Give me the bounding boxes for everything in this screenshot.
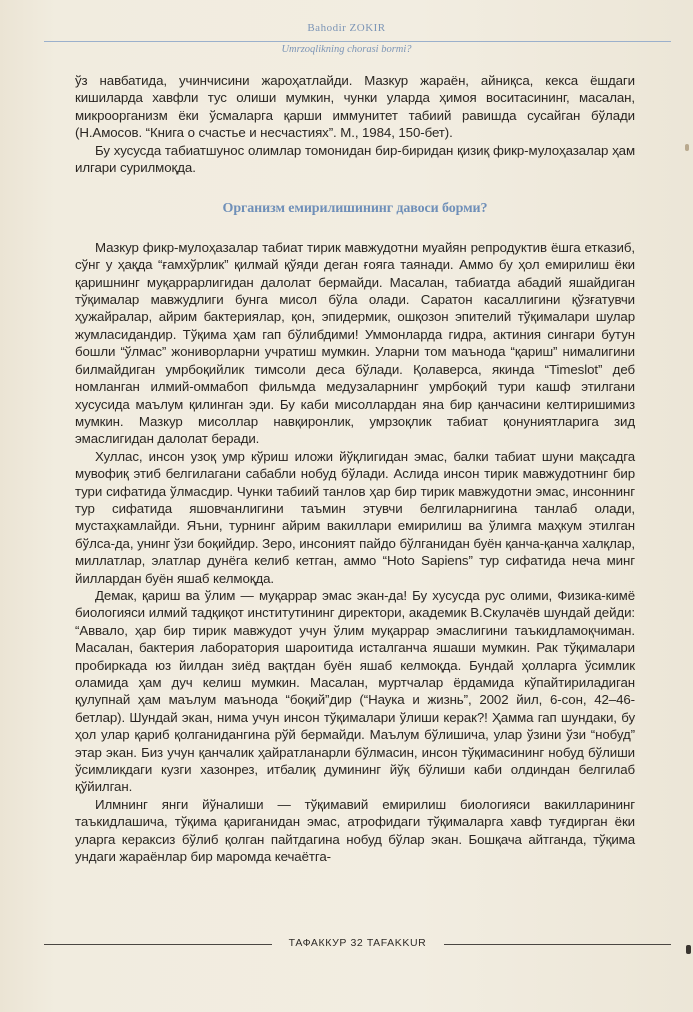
running-head-rule (44, 41, 671, 42)
running-head (0, 22, 693, 56)
article-body (75, 72, 635, 865)
running-head-author: Bahodir ZOKIR (307, 22, 386, 34)
paragraph: Илмнинг янги йўналиши — тўқимавий емирилиш биологияси вакилларининг таъкидлашича, тўқима қариганидан эмас, атрофидаги тўқималарга хавф туғдирган ёки уларга кераксиз бўлиб қолган пайтдагина нобуд бўлар экан. Бошқача айтганда, тўқима ундаги жараёнлар бир маромда кечаётга- (75, 796, 635, 865)
footer-text: ТАФАККУР 32 TAFAKKUR (288, 937, 427, 949)
paragraph: ўз навбатида, учинчисини жароҳатлайди. Мазкур жараён, айниқса, кекса ёшдаги кишиларда хавфли тус олиши мумкин, чунки уларда ҳимоя воситасининг, масалан, микроорганизм ёки ўсмаларга қарши иммунитет табиий равишда сусайган бўлади (Н.Амосов. “Книга о счастье и несчастиях”. М., 1984, 150-бет). (75, 73, 635, 141)
running-head-title: Umrzoqlikning chorasi bormi? (281, 44, 412, 55)
paragraph: Бу хусусда табиатшунос олимлар томонидан бир-биридан қизиқ фикр-мулоҳазалар ҳам илгари сурилмоқда. (75, 142, 635, 176)
paper-speck (686, 945, 691, 954)
page-footer (44, 937, 671, 951)
paragraph: Мазкур фикр-мулоҳазалар табиат тирик мавжудотни муайян репродуктив ёшга етказиб, сўнг у ҳақда “ғамхўрлик” қилмай қўяди деган ғояга таянади. Аммо бу ҳол емирилиш ёки қаришнинг муқаррарлигидан далолат бермайди. Масалан, табиатда абадий яшайдиган тўқималар мавжудлиги бунга мисол бўла олади. Саратон касаллигини қўзғатувчи ҳужайралар, айрим бактериялар, қон, эпидермик, ошқозон эпителий тўқималари шулар жумласидандир. Тўқима ҳам гап бўлибдими! Уммонларда гидра, актиния сингари бутун бошли “ўлмас” жониворларни учратиш мумкин. Уларни том маънода “қариш” нималигини билмайдиган умрбоқийлик тимсоли деса бўлади. Қолаверса, якинда “Timeslot” деб номланган илмий-оммабоп фильмда медузаларнинг умрбоқий тури кашф этилгани хусусида маълум қилинган эди. Бу каби мисоллардан яна бир қанчасини келтиришимиз мумкин. Мазкур мисоллар навқиронлик, умрзоқлик табиат қонуниятларига зид эмаслигидан далолат беради. (75, 239, 635, 447)
paragraph: Хуллас, инсон узоқ умр кўриш иложи йўқлигидан эмас, балки табиат шуни мақсадга мувофиқ этиб белгилагани сабабли нобуд бўлади. Аслида инсон тирик мавжудотнинг бир тури сифатида ўлмасдир. Чунки табиий танлов ҳар бир тирик мавжудотни эмас, инсоннинг тур сифатида яшовчанлигини таъмин этувчи белгиларнигина танлаб олади, мустаҳкамлайди. Яъни, турнинг айрим вакиллари емирилиш ва ўлимга маҳкум этилган бўлса-да, унинг ўзи боқийдир. Зеро, инсоният пайдо бўлганидан буён қанча-қанча халқлар, миллатлар, элатлар дунёга келиб кетган, аммо “Hoto Sapiens” тур сифатида неча минг йиллардан буён яшаб келмоқда. (75, 448, 635, 586)
section-heading: Организм емирилишининг давоси борми? (222, 201, 488, 217)
paper-speck (685, 144, 689, 151)
paragraph: Демак, қариш ва ўлим — муқаррар эмас экан-да! Бу хусусда рус олими, Физика-кимё биологияси илмий тадқиқот институтининг директори, академик В.Скулачёв шундай дейди: “Аввало, ҳар бир тирик мавжудот учун ўлим муқаррар эмаслигини таъкидламоқчиман. Масалан, бактерия лаборатория шароитида исталганча яшаши мумкин. Рак тўқималари пробиркада юз йилдан зиёд вақтдан буён яшаб келмоқда. Бундай ҳолларга ўсимлик оламида ҳам дуч келиш мумкин. Масалан, муртчалар ёрдамида кўпайтириладиган қулупнай ҳам маълум маънода “боқий”дир (“Наука и жизнь”, 2002 йил, 6-сон, 42–46-бетлар). Шундай экан, нима учун инсон тўқималари ўлиши керак?! Ҳамма гап шундаки, бу ҳол улар қариб қолганидангина рўй бермайди. Маълум бўлишича, улар ўзини ўзи “нобуд” этар экан. Биз учун қанчалик ҳайратланарли бўлмасин, инсон тўқимасининг нобуд бўлиши ўсимликдаги кузги хазонрез, итбалиқ думининг йўқ бўлиши каби олдиндан белгилаб қўйилган. (75, 587, 635, 795)
footer-rule-right (444, 944, 671, 945)
